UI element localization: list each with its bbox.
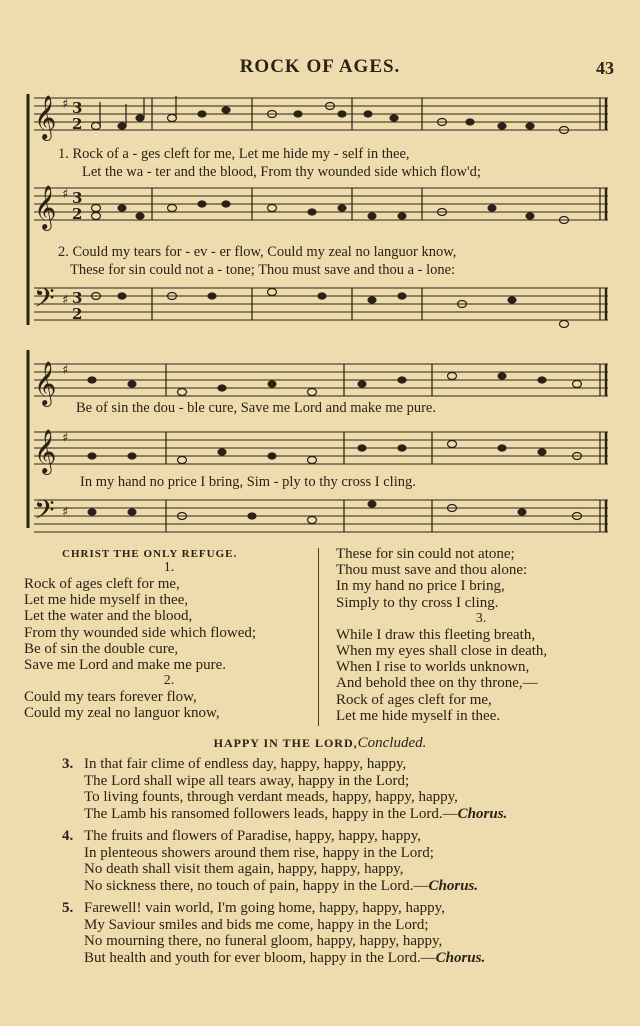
right-verse-line: Simply to thy cross I cling. xyxy=(336,594,499,611)
lyric-system1-verse1-line2: Let the wa - ter and the blood, From thy wounded side which flow'd; xyxy=(82,164,481,180)
right-verse-line: Thou must save and thou alone: xyxy=(336,562,528,579)
page-title: ROCK OF AGES. xyxy=(239,56,401,77)
svg-text:♯: ♯ xyxy=(62,97,69,112)
stanza-line xyxy=(60,806,620,823)
left-verse-line: From thy wounded side which flowed; xyxy=(24,624,257,641)
right-verse-line: Let me hide myself in thee. xyxy=(336,707,501,724)
stanza-line-text: No sickness there, no touch of pain, happy in the Lord.— xyxy=(84,877,429,894)
stanza-line-text: In that fair clime of endless day, happy, happy, happy, xyxy=(84,756,407,772)
svg-text:3: 3 xyxy=(72,189,83,207)
stanza-line-text: No death shall visit them again, happy, happy, happy, xyxy=(84,861,404,877)
stanza-line-text: Farewell! vain world, I'm going home, happy, happy, happy, xyxy=(84,900,445,916)
bass-staff-2 xyxy=(34,500,608,532)
page-number: 43 xyxy=(596,58,614,78)
right-verse-line: And behold thee on thy throne,— xyxy=(336,675,538,692)
stanza-line xyxy=(60,917,620,934)
chorus-label: Chorus. xyxy=(457,805,508,822)
svg-text:𝄞: 𝄞 xyxy=(34,95,57,139)
stanza-line-text: The Lamb his ransomed followers leads, happy in the Lord.— xyxy=(84,805,458,822)
poem-right-lines xyxy=(336,546,626,724)
stanza-number: 3. xyxy=(62,756,74,772)
happy-heading-suffix: Concluded. xyxy=(357,735,427,751)
stanza-line-text: In plenteous showers around them rise, happy in the Lord; xyxy=(84,844,434,861)
lyric-system1-verse2-line1: 2. Could my tears for - ev - er flow, Could my zeal no languor know, xyxy=(58,244,457,260)
music-system-2 xyxy=(22,346,614,536)
stanza-line-text: No mourning there, no funeral gloom, happy, happy, happy, xyxy=(84,933,443,949)
stanza-number: 4. xyxy=(62,828,74,844)
svg-text:2: 2 xyxy=(72,205,83,223)
stanza-line-text: The fruits and flowers of Paradise, happy, happy, happy, xyxy=(84,828,421,844)
svg-text:♯: ♯ xyxy=(62,187,69,202)
left-verse-number: 1. xyxy=(163,560,175,575)
lyric-system2-line1: Be of sin the dou - ble cure, Save me Lord and make me pure. xyxy=(76,400,436,416)
stanza-line xyxy=(60,950,620,967)
treble-staff-2 xyxy=(34,188,608,220)
stanza-line-text: The Lord shall wipe all tears away, happy in the Lord; xyxy=(84,772,410,789)
stanza-line xyxy=(60,789,620,806)
stanza-line xyxy=(60,861,620,878)
svg-text:♯: ♯ xyxy=(62,363,69,378)
poem-left-column xyxy=(24,546,314,722)
stanza-line xyxy=(60,756,620,773)
poem-left-lines xyxy=(24,560,314,722)
right-verse-line: In my hand no price I bring, xyxy=(336,578,505,595)
svg-text:𝄢: 𝄢 xyxy=(34,494,55,532)
chorus-label: Chorus. xyxy=(435,949,486,966)
stanza-line xyxy=(60,845,620,862)
right-verse-line: When I rise to worlds unknown, xyxy=(336,659,530,676)
left-verse-line: Be of sin the double cure, xyxy=(24,640,179,657)
right-verse-line: Rock of ages cleft for me, xyxy=(336,691,492,708)
stanza-line xyxy=(60,933,620,950)
svg-text:♯: ♯ xyxy=(62,431,69,446)
svg-text:3: 3 xyxy=(72,99,83,117)
stanza-5 xyxy=(60,900,620,966)
staff-group-2 xyxy=(22,346,614,536)
stanza-4 xyxy=(60,828,620,894)
treble-staff-4 xyxy=(34,432,608,464)
lyric-system2-line2: In my hand no price I bring, Sim - ply to thy cross I cling. xyxy=(80,474,416,490)
lyric-system1-verse1-line1: 1. Rock of a - ges cleft for me, Let me hide my - self in thee, xyxy=(58,146,410,162)
svg-text:𝄢: 𝄢 xyxy=(34,282,55,320)
left-verse-line: Could my zeal no languor know, xyxy=(24,705,220,722)
left-verse-line: Rock of ages cleft for me, xyxy=(24,576,180,592)
poem-heading: CHRIST THE ONLY REFUGE. xyxy=(62,548,238,560)
svg-text:2: 2 xyxy=(72,305,83,323)
left-verse-line: Let the water and the blood, xyxy=(24,608,193,625)
chorus-label: Chorus. xyxy=(428,877,479,894)
stanza-line xyxy=(60,878,620,895)
right-verse-number: 3. xyxy=(475,610,487,626)
stanza-line-text: My Saviour smiles and bids me come, happy in the Lord; xyxy=(84,916,429,933)
stanza-line xyxy=(60,900,620,917)
right-verse-line: These for sin could not atone; xyxy=(336,546,515,562)
right-verse-line: When my eyes shall close in death, xyxy=(336,643,548,660)
right-verse-line: While I draw this fleeting breath, xyxy=(336,626,536,643)
svg-text:3: 3 xyxy=(72,289,83,307)
music-system-1 xyxy=(22,90,614,340)
svg-text:2: 2 xyxy=(72,115,83,133)
svg-text:𝄞: 𝄞 xyxy=(34,361,57,405)
stanza-number: 5. xyxy=(62,900,74,916)
column-divider xyxy=(318,548,319,726)
lyric-system1-verse2-line2: These for sin could not a - tone; Thou must save and thou a - lone: xyxy=(70,262,456,278)
stanza-line xyxy=(60,828,620,845)
stanza-3 xyxy=(60,756,620,822)
happy-heading-title: HAPPY IN THE LORD, xyxy=(213,736,358,750)
left-verse-line: Save me Lord and make me pure. xyxy=(24,657,227,674)
staff-group-1 xyxy=(22,90,614,340)
svg-text:𝄞: 𝄞 xyxy=(34,185,57,229)
svg-text:♯: ♯ xyxy=(62,505,69,520)
stanza-line xyxy=(60,773,620,790)
stanza-line-text: To living founts, through verdant meads, happy, happy, happy, xyxy=(84,789,458,805)
svg-text:𝄞: 𝄞 xyxy=(34,429,57,473)
left-verse-line: Could my tears forever flow, xyxy=(24,689,197,706)
svg-text:♯: ♯ xyxy=(62,293,69,308)
treble-staff-3 xyxy=(34,364,608,396)
left-verse-line: Let me hide myself in thee, xyxy=(24,592,189,609)
happy-heading xyxy=(0,735,640,752)
poem-right-column xyxy=(336,546,626,724)
left-verse-number: 2. xyxy=(163,673,175,689)
stanza-line-text: But health and youth for ever bloom, happy in the Lord.— xyxy=(84,949,436,966)
